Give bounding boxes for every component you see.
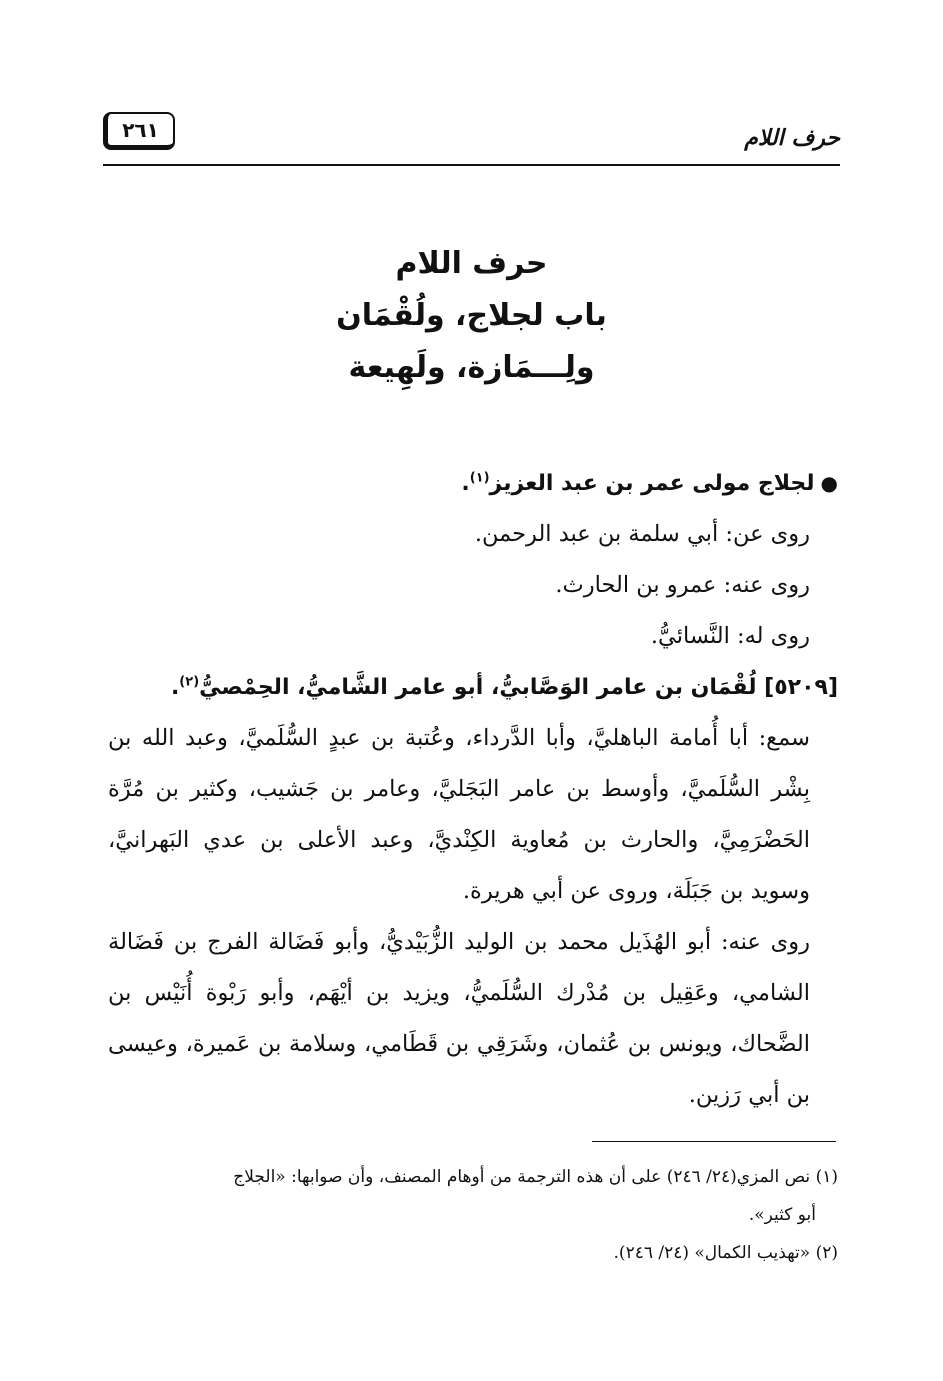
entry-2-heard-from: سمع: أبا أُمامة الباهليَّ، وأبا الدَّرداء، وعُتبة بن عبدٍ السُّلَميَّ، وعبد الله بن بِشْر السُّلَميَّ، وأوسط بن عامر البَجَليَّ، وعامر بن جَشيب، وكثير بن مُرَّة الحَضْرَمِيَّ، والحارث بن مُعاوية الكِنْديَّ، وعبد الأعلى بن عدي البَهرانيَّ، وسويد بن جَبَلَة، وروى عن أبي هريرة. bbox=[108, 725, 810, 904]
entry-2-period: . bbox=[170, 675, 180, 700]
entry-1-narrated-from: روى عن: أبي سلمة بن عبد الرحمن. bbox=[474, 521, 810, 547]
footnote-divider bbox=[592, 1141, 836, 1142]
entry-2-narrated-by: روى عنه: أبو الهُذَيل محمد بن الوليد الزُّبَيْديُّ، وأبو فَضَالة الفرج بن فَضَالة الشامي، وعَقِيل بن مُدْرك السُّلَميُّ، ويزيد بن أيْهَم، وأبو رَبْوة أُنَيْس بن الضَّحاك، ويونس بن عُثمان، وشَرَقِي بن قَطَامي، وسلامة بن عَميرة، وعيسى بن أبي رَزين. bbox=[108, 929, 810, 1108]
chapter-name: حرف اللام bbox=[744, 126, 840, 151]
footnote-1-continued: أبو كثير». bbox=[748, 1205, 816, 1225]
entry-1-period: . bbox=[461, 471, 470, 496]
page-number: ٢٦١ bbox=[103, 112, 175, 150]
chapter-title-block bbox=[103, 238, 840, 394]
entry-1-reported-by: روى له: النَّسائيُّ. bbox=[650, 623, 810, 649]
footnote-ref-1: (١) bbox=[469, 470, 490, 486]
footnotes bbox=[108, 1158, 838, 1272]
entry-2-heading bbox=[108, 662, 838, 713]
entry-1-heading bbox=[108, 458, 838, 509]
bullet-icon: ● bbox=[820, 471, 838, 495]
entry-1-name: لجلاج مولى عمر بن عبد العزيز bbox=[489, 471, 815, 496]
footnote-1: (١) نص المزي(٢٤/ ٢٤٦) على أن هذه الترجمة من أوهام المصنف، وأن صوابها: «الجلاج bbox=[233, 1167, 838, 1187]
running-header bbox=[103, 112, 840, 166]
footnote-ref-2: (٢) bbox=[179, 674, 200, 690]
body-text bbox=[108, 458, 838, 1121]
entry-1-narrated-by: روى عنه: عمرو بن الحارث. bbox=[555, 572, 810, 598]
footnote-2: (٢) «تهذيب الكمال» (٢٤/ ٢٤٦). bbox=[613, 1243, 838, 1263]
chapter-title: حرف اللام bbox=[395, 246, 548, 281]
section-title-line-2: ولِـــمَازة، ولَهِيعة bbox=[348, 350, 595, 385]
entry-2-name: [٥٢٠٩] لُقْمَان بن عامر الوَصَّابيُّ، أبو عامر الشَّاميُّ، الحِمْصيُّ bbox=[199, 675, 838, 700]
section-title-line-1: باب لجلاج، ولُقْمَان bbox=[336, 298, 607, 333]
